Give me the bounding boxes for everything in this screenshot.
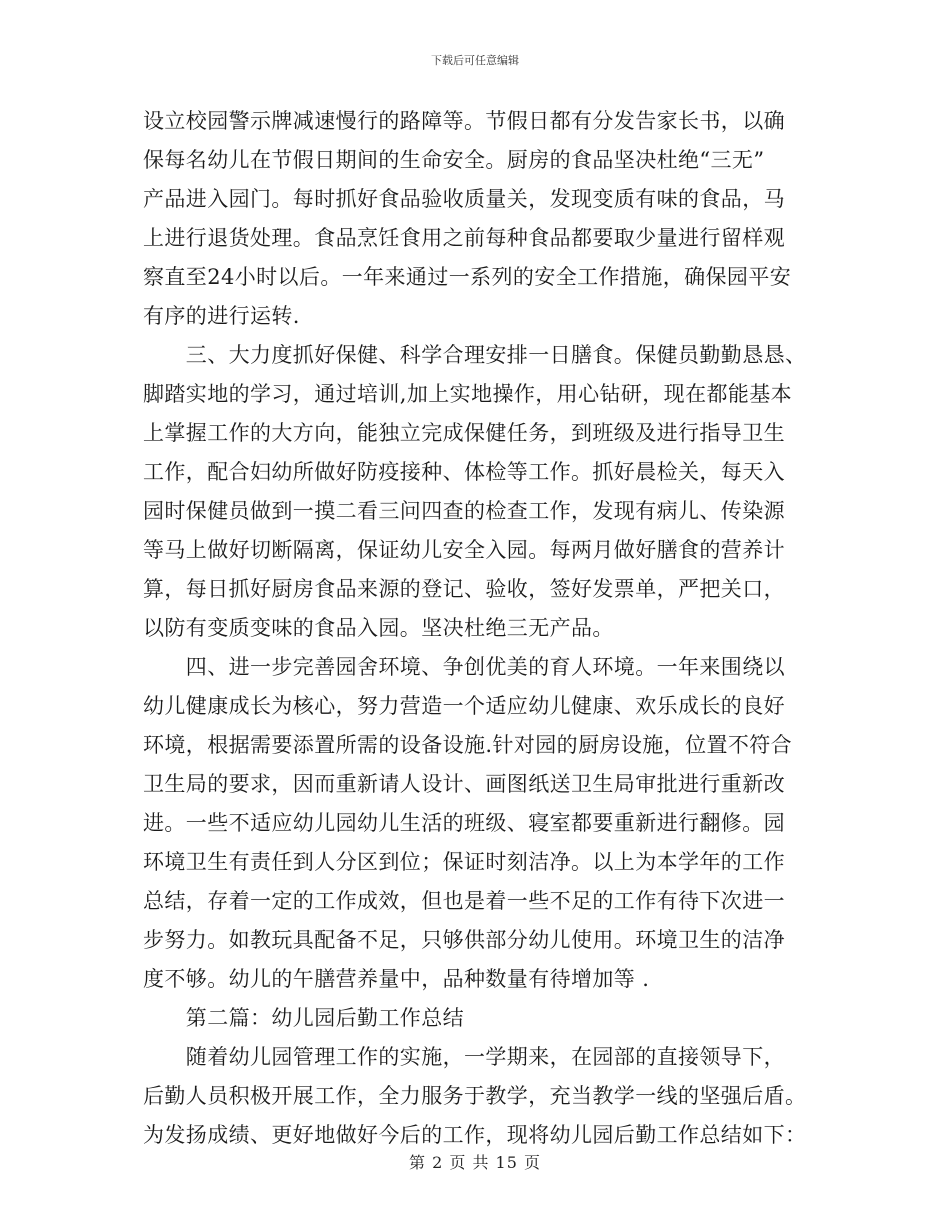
text-line: 设立校园警示牌减速慢行的路障等。节假日都有分发告家长书，以确 [143,109,785,133]
text-line: 环境，根据需要添置所需的设备设施.针对园的厨房设施，位置不符合 [143,733,793,757]
text-line: 幼儿健康成长为核心，努力营造一个适应幼儿健康、欢乐成长的良好 [143,694,785,718]
text-line: 上进行退货处理。食品烹饪食用之前每种食品都要取少量进行留样观 [143,226,785,250]
text-line: 步努力。如教玩具配备不足，只够供部分幼儿使用。环境卫生的洁净 [143,928,785,952]
text-line: 上掌握工作的大方向，能独立完成保健任务，到班级及进行指导卫生 [143,421,785,445]
text-line: 算，每日抓好厨房食品来源的登记、验收，签好发票单，严把关口， [143,577,785,601]
text-line: 察直至24小时以后。一年来通过一系列的安全工作措施，确保园平安 [143,265,792,289]
section-heading: 第二篇：幼儿园后勤工作总结 [143,1006,464,1030]
text-line: 环境卫生有责任到人分区到位；保证时刻洁净。以上为本学年的工作 [143,850,785,874]
text-line: 后勤人员积极开展工作，全力服务于教学，充当教学一线的坚强后盾。 [143,1084,807,1108]
text-line: 卫生局的要求，因而重新请人设计、画图纸送卫生局审批进行重新改 [143,772,785,796]
text-line: 保每名幼儿在节假日期间的生命安全。厨房的食品坚决杜绝“三无” [143,148,765,172]
text-line: 三、大力度抓好保健、科学合理安排一日膳食。保健员勤勤恳恳、 [143,343,807,367]
document-body [143,102,813,1155]
text-line: 产品进入园门。每时抓好食品验收质量关，发现变质有味的食品，马 [143,187,785,211]
text-line: 进。一些不适应幼儿园幼儿生活的班级、寝室都要重新进行翻修。园 [143,811,785,835]
text-line: 以防有变质变味的食品入园。坚决杜绝三无产品。 [143,616,614,640]
text-line: 度不够。幼儿的午膳营养量中，品种数量有待增加等 . [143,967,650,991]
text-line: 脚踏实地的学习，通过培训,加上实地操作，用心钻研，现在都能基本 [143,382,793,406]
page-footer: 第 2 页 共 15 页 [409,1153,541,1172]
text-line: 四、进一步完善园舍环境、争创优美的育人环境。一年来围绕以 [143,655,785,679]
text-line: 园时保健员做到一摸二看三问四查的检查工作，发现有病儿、传染源 [143,499,785,523]
text-line: 等马上做好切断隔离，保证幼儿安全入园。每两月做好膳食的营养计 [143,538,785,562]
text-line: 总结，存着一定的工作成效，但也是着一些不足的工作有待下次进一 [143,889,785,913]
text-line: 为发扬成绩、更好地做好今后的工作，现将幼儿园后勤工作总结如下： [143,1123,807,1147]
page-header: 下载后可任意编辑 [431,54,519,67]
text-line: 有序的进行运转. [143,304,300,328]
text-line: 工作，配合妇幼所做好防疫接种、体检等工作。抓好晨检关，每天入 [143,460,785,484]
text-line: 随着幼儿园管理工作的实施，一学期来，在园部的直接领导下， [143,1045,785,1069]
